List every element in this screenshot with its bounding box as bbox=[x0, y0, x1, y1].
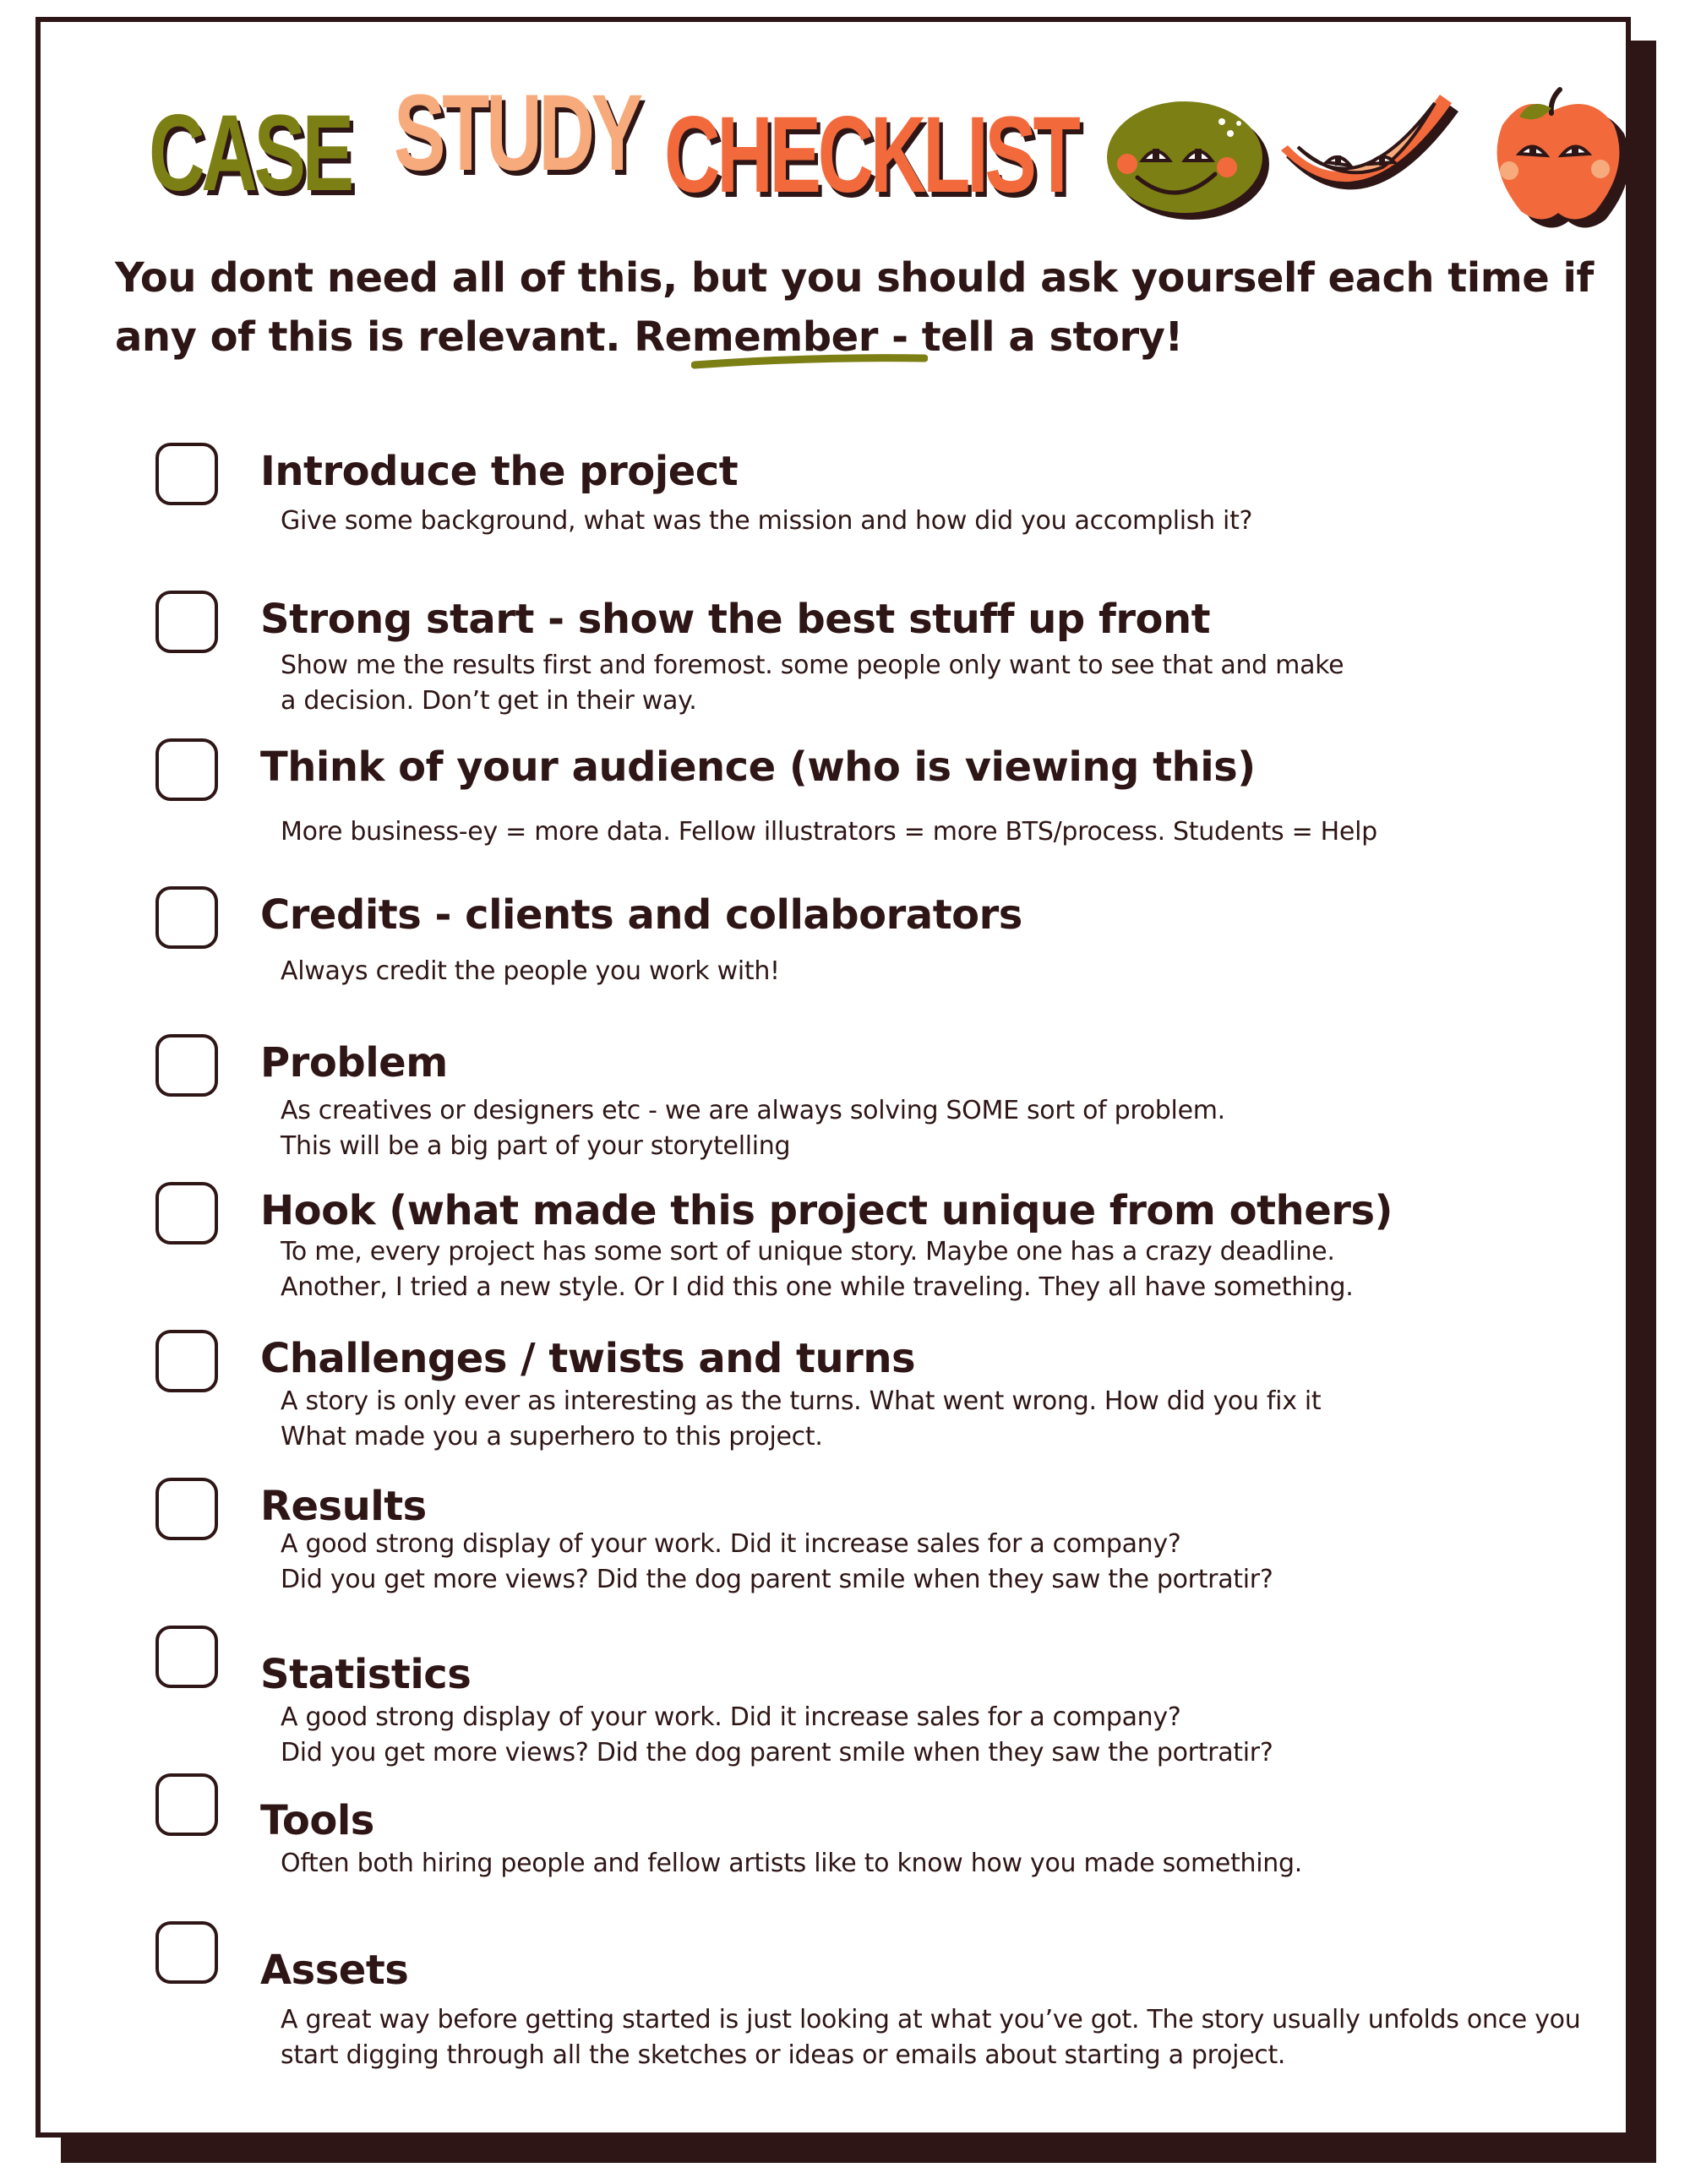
apple-mascot-icon bbox=[1467, 78, 1636, 230]
checkbox[interactable] bbox=[155, 886, 218, 949]
item-title: Problem bbox=[260, 1039, 448, 1087]
item-desc: To me, every project has some sort of unique story. Maybe one has a crazy deadline. Another, I tried a new style. Or I did this one while traveling. They all have something. bbox=[281, 1237, 1354, 1302]
item-desc: A good strong display of your work. Did it increase sales for a company? Did you get more views? Did the dog parent smile when they saw the portratir? bbox=[281, 1702, 1273, 1767]
lime-mascot-icon bbox=[1104, 83, 1273, 226]
item-title: Statistics bbox=[260, 1651, 472, 1698]
checkbox[interactable] bbox=[155, 1034, 218, 1097]
checkbox[interactable] bbox=[155, 1626, 218, 1688]
title-word-case: CASE bbox=[149, 93, 351, 214]
checkbox[interactable] bbox=[155, 443, 218, 505]
item-title: Challenges / twists and turns bbox=[260, 1335, 916, 1382]
item-title: Assets bbox=[260, 1947, 409, 1994]
checkbox[interactable] bbox=[155, 1330, 218, 1392]
item-title: Strong start - show the best stuff up front bbox=[260, 596, 1211, 643]
highlight-underline bbox=[691, 351, 928, 372]
item-title: Think of your audience (who is viewing this) bbox=[260, 743, 1256, 791]
title-row bbox=[115, 66, 1602, 226]
intro-text: You dont need all of this, but you should ask yourself each time if any of this is relevant. Remember - tell a story! bbox=[115, 254, 1594, 361]
checkbox[interactable] bbox=[155, 738, 218, 801]
item-desc: More business-ey = more data. Fellow illustrators = more BTS/process. Students = Help bbox=[281, 817, 1377, 847]
item-desc: Always credit the people you work with! bbox=[281, 956, 780, 986]
item-desc: Often both hiring people and fellow artists like to know how you made something. bbox=[281, 1849, 1302, 1878]
item-title: Credits - clients and collaborators bbox=[260, 891, 1022, 939]
melon-slice-mascot-icon bbox=[1281, 74, 1467, 226]
item-desc: A good strong display of your work. Did it increase sales for a company? Did you get more views? Did the dog parent smile when they saw the portratir? bbox=[281, 1529, 1273, 1594]
title-word-checklist: CHECKLIST bbox=[664, 95, 1077, 215]
item-title: Results bbox=[260, 1483, 427, 1530]
item-desc: As creatives or designers etc - we are always solving SOME sort of problem. This will be a big part of your storytelling bbox=[281, 1096, 1225, 1161]
checkbox[interactable] bbox=[155, 1773, 218, 1836]
item-desc: Show me the results first and foremost. some people only want to see that and make a decision. Don’t get in their way. bbox=[281, 651, 1344, 716]
checklist-page bbox=[35, 17, 1631, 2138]
title-word-study: STUDY bbox=[394, 73, 640, 193]
checkbox[interactable] bbox=[155, 591, 218, 653]
checkbox[interactable] bbox=[155, 1921, 218, 1984]
item-desc: A story is only ever as interesting as the turns. What went wrong. How did you fix it What made you a superhero to this project. bbox=[281, 1386, 1322, 1451]
checkbox[interactable] bbox=[155, 1182, 218, 1244]
checkbox[interactable] bbox=[155, 1478, 218, 1540]
item-desc: A great way before getting started is just looking at what you’ve got. The story usually unfolds once you start digging through all the sketches or ideas or emails about starting a project. bbox=[281, 2005, 1581, 2070]
item-desc: Give some background, what was the mission and how did you accomplish it? bbox=[281, 506, 1253, 536]
item-title: Hook (what made this project unique from others) bbox=[260, 1187, 1393, 1234]
item-title: Tools bbox=[260, 1797, 374, 1844]
item-title: Introduce the project bbox=[260, 448, 739, 495]
